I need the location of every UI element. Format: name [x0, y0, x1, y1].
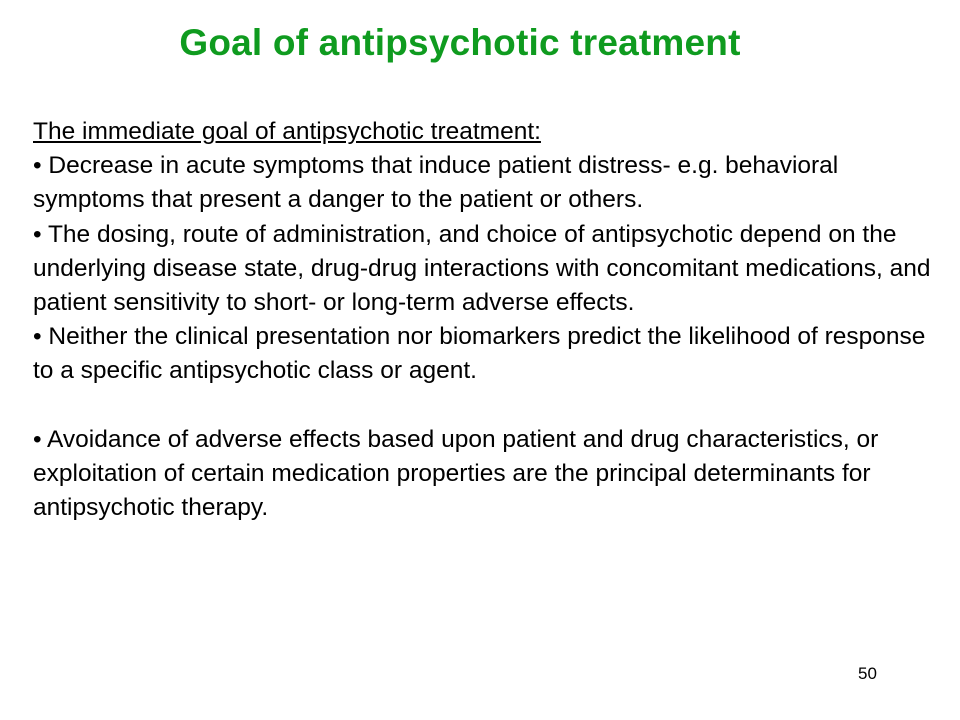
bullet-avoidance: • Avoidance of adverse effects based upon patient and drug characteristics, or exploitation of certain medication properties are the principal determinants for antipsychotic therapy. [33, 425, 879, 522]
bullet-acute-symptoms: • Decrease in acute symptoms that induce patient distress- e.g. behavioral symptoms that present a danger to the patient or others. [33, 152, 839, 214]
slide-title: Goal of antipsychotic treatment [179, 22, 741, 63]
section-subtitle: The immediate goal of antipsychotic treatment: [33, 118, 541, 145]
page-number: 50 [858, 664, 877, 683]
slide-body [33, 115, 948, 525]
bullet-dosing-route: • The dosing, route of administration, and choice of antipsychotic depend on the underlying disease state, drug-drug interactions with concomitant medications, and patient sensitivity to short- or long-term adverse effects. [33, 220, 931, 317]
bullet-no-predictors: • Neither the clinical presentation nor biomarkers predict the likelihood of response to a specific antipsychotic class or agent. [33, 323, 926, 385]
paragraph-spacer [33, 389, 948, 423]
